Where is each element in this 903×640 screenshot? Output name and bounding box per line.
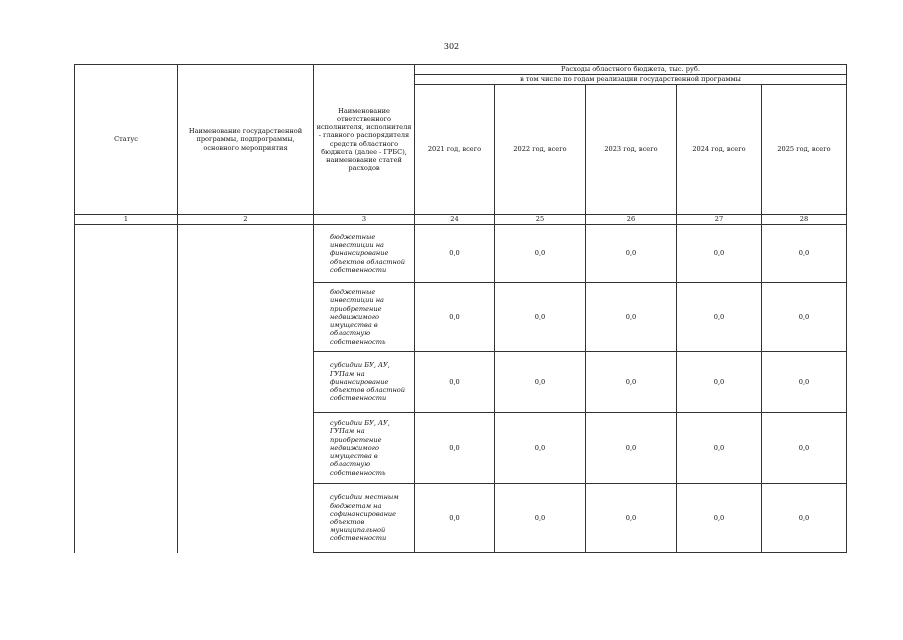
value-cell: 0,0 — [677, 484, 762, 553]
value-cell: 0,0 — [586, 413, 677, 484]
value-cell: 0,0 — [495, 352, 586, 413]
column-number: 25 — [495, 215, 586, 225]
value-cell: 0,0 — [677, 413, 762, 484]
value-cell: 0,0 — [415, 225, 495, 283]
column-number: 26 — [586, 215, 677, 225]
header-program-name: Наименование государственной программы, подпрограммы, основного мероприятия — [178, 65, 314, 215]
header-years-group: в том числе по годам реализации государственной программы — [415, 75, 847, 85]
value-cell: 0,0 — [677, 283, 762, 352]
expense-item: субсидии БУ, АУ, ГУПам на финансирование объектов областной собственности — [314, 352, 415, 413]
program-name-cell — [178, 225, 314, 553]
value-cell: 0,0 — [495, 484, 586, 553]
column-number: 24 — [415, 215, 495, 225]
header-year-2022: 2022 год, всего — [495, 85, 586, 215]
table-row — [75, 225, 847, 283]
value-cell: 0,0 — [415, 283, 495, 352]
value-cell: 0,0 — [415, 352, 495, 413]
value-cell: 0,0 — [495, 413, 586, 484]
status-cell — [75, 225, 178, 553]
value-cell: 0,0 — [586, 484, 677, 553]
value-cell: 0,0 — [677, 225, 762, 283]
header-budget-group: Расходы областного бюджета, тыс. руб. — [415, 65, 847, 75]
value-cell: 0,0 — [586, 225, 677, 283]
expense-item: субсидии БУ, АУ, ГУПам на приобретение недвижимого имущества в областную собственность — [314, 413, 415, 484]
header-year-2021: 2021 год, всего — [415, 85, 495, 215]
value-cell: 0,0 — [495, 283, 586, 352]
budget-table — [74, 64, 847, 553]
page-number: 302 — [443, 42, 460, 51]
column-number: 2 — [178, 215, 314, 225]
value-cell: 0,0 — [762, 352, 847, 413]
header-status: Статус — [75, 65, 178, 215]
value-cell: 0,0 — [762, 413, 847, 484]
value-cell: 0,0 — [586, 352, 677, 413]
expense-item: бюджетные инвестиции на приобретение недвижимого имущества в областную собственность — [314, 283, 415, 352]
value-cell: 0,0 — [762, 484, 847, 553]
header-year-2025: 2025 год, всего — [762, 85, 847, 215]
value-cell: 0,0 — [495, 225, 586, 283]
column-number: 27 — [677, 215, 762, 225]
column-number: 3 — [314, 215, 415, 225]
column-number: 28 — [762, 215, 847, 225]
value-cell: 0,0 — [415, 413, 495, 484]
value-cell: 0,0 — [762, 225, 847, 283]
value-cell: 0,0 — [677, 352, 762, 413]
expense-item: бюджетные инвестиции на финансирование объектов областной собственности — [314, 225, 415, 283]
column-number-row — [75, 215, 847, 225]
value-cell: 0,0 — [586, 283, 677, 352]
header-executor: Наименование ответственного исполнителя, исполнителя - главного распорядителя средств областного бюджета (далее - ГРБС), наименование статей расходов — [314, 65, 415, 215]
value-cell: 0,0 — [762, 283, 847, 352]
column-number: 1 — [75, 215, 178, 225]
expense-item: субсидии местным бюджетам на софинансирование объектов муниципальной собственности — [314, 484, 415, 553]
header-year-2023: 2023 год, всего — [586, 85, 677, 215]
header-year-2024: 2024 год, всего — [677, 85, 762, 215]
value-cell: 0,0 — [415, 484, 495, 553]
